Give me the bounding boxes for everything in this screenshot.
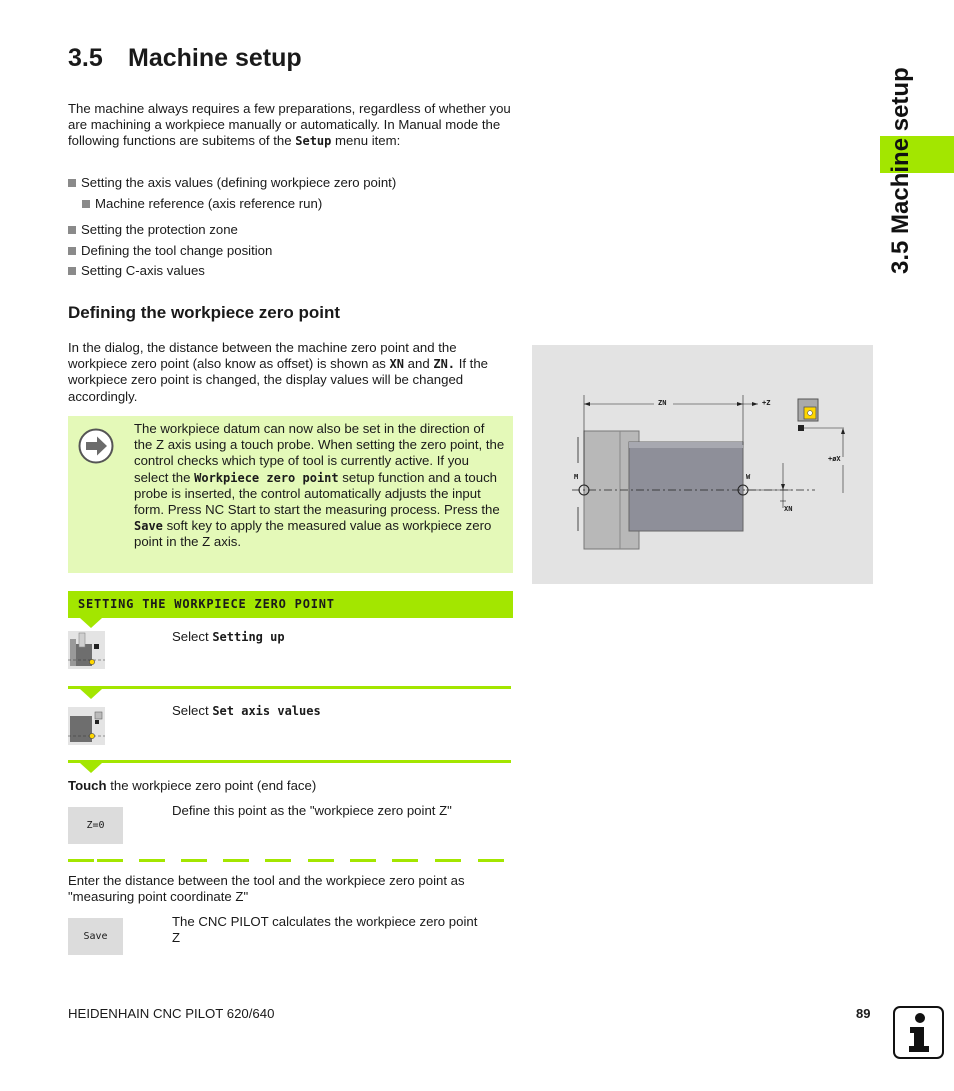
lathe-diagram bbox=[532, 345, 873, 584]
code-setting-up: Setting up bbox=[212, 630, 285, 644]
section-paragraph bbox=[68, 340, 513, 405]
select-word: Select bbox=[172, 703, 213, 718]
note-text-1: The workpiece datum can now also be set in the direction of the Z axis using a touch probe. When setting the zero point, the control checks which type of tool is currently active. If you select the bbox=[134, 421, 505, 485]
bullet-square-icon bbox=[68, 226, 76, 234]
bullet-square-icon bbox=[82, 200, 90, 208]
bullet-tool-change bbox=[68, 243, 272, 259]
note-code-workpiece-zero: Workpiece zero point bbox=[194, 470, 339, 485]
set-axis-values-icon[interactable] bbox=[68, 707, 105, 745]
touch-bold: Touch bbox=[68, 778, 107, 793]
code-set-axis-values: Set axis values bbox=[212, 704, 321, 718]
section-text-1: In the dialog, the distance between the machine zero point and the workpiece zero point (also know as offset) is shown as bbox=[68, 340, 457, 372]
dash-separator bbox=[392, 859, 418, 862]
step-select-setting-up bbox=[172, 629, 285, 645]
save-softkey[interactable]: Save bbox=[68, 918, 123, 955]
side-chapter-title: 3.5 Machine setup bbox=[887, 67, 914, 274]
heading-title: Machine setup bbox=[128, 44, 302, 72]
intro-paragraph bbox=[68, 101, 513, 150]
label-xn: XN bbox=[784, 505, 793, 513]
bullet-text: Setting the protection zone bbox=[81, 222, 238, 237]
note-box bbox=[68, 416, 513, 573]
note-code-save: Save bbox=[134, 519, 163, 534]
bullet-machine-reference bbox=[82, 196, 322, 212]
label-w: W bbox=[746, 473, 751, 481]
arrow-right-icon bbox=[78, 428, 114, 464]
triangle-down-icon bbox=[80, 618, 102, 628]
dash-separator bbox=[68, 859, 94, 862]
bullet-axis-values bbox=[68, 175, 396, 191]
touch-rest: the workpiece zero point (end face) bbox=[106, 778, 317, 793]
procedure-header-text: SETTING THE WORKPIECE ZERO POINT bbox=[78, 597, 335, 611]
footer-text: HEIDENHAIN CNC PILOT 620/640 bbox=[68, 1006, 275, 1021]
dash-separator bbox=[223, 859, 249, 862]
page-number: 89 bbox=[856, 1006, 871, 1021]
code-zn: ZN. bbox=[433, 357, 456, 372]
step-calculates: The CNC PILOT calculates the workpiece zero point Z bbox=[172, 914, 478, 946]
label-plus-z: +Z bbox=[762, 399, 771, 407]
intro-code-setup: Setup bbox=[295, 134, 332, 149]
bullet-c-axis bbox=[68, 263, 205, 279]
bullet-protection-zone bbox=[68, 222, 238, 238]
dash-separator bbox=[265, 859, 291, 862]
section-text-2: and bbox=[404, 356, 434, 372]
triangle-down-icon bbox=[80, 763, 102, 773]
section-heading: Defining the workpiece zero point bbox=[68, 303, 341, 322]
code-xn: XN bbox=[389, 357, 404, 372]
z-zero-softkey[interactable]: Z=0 bbox=[68, 807, 123, 844]
procedure-header bbox=[68, 591, 513, 618]
dash-separator bbox=[435, 859, 461, 862]
dash-separator bbox=[97, 859, 123, 862]
step-define-point: Define this point as the "workpiece zero point Z" bbox=[172, 803, 452, 818]
select-word: Select bbox=[172, 629, 213, 644]
setting-up-icon[interactable] bbox=[68, 631, 105, 669]
triangle-down-icon bbox=[80, 689, 102, 699]
touch-instruction bbox=[68, 778, 316, 793]
note-text-3: soft key to apply the measured value as workpiece zero point in the Z axis. bbox=[134, 518, 492, 550]
dash-separator bbox=[478, 859, 504, 862]
dash-separator bbox=[308, 859, 334, 862]
note-text-2: setup function and a touch probe is inserted, the control automatically adjusts the input form. Press NC Start to start the measuring process. Press the bbox=[134, 469, 500, 518]
bullet-square-icon bbox=[68, 179, 76, 187]
label-m: M bbox=[574, 473, 579, 481]
dash-separator bbox=[181, 859, 207, 862]
step-select-set-axis bbox=[172, 703, 321, 719]
bullet-text: Setting C-axis values bbox=[81, 263, 205, 278]
section-text-3: If the workpiece zero point is changed, the display values will be changed accordingly. bbox=[68, 356, 489, 404]
heading-number: 3.5 bbox=[68, 44, 103, 72]
intro-text-2: menu item: bbox=[331, 133, 401, 149]
intro-text-1: The machine always requires a few preparations, regardless of whether you are machining a workpiece manually or automatically. In Manual mode the following functions are subitems of the bbox=[68, 101, 511, 149]
zero-point-figure bbox=[532, 345, 873, 584]
enter-distance-text: Enter the distance between the tool and the workpiece zero point as "measuring point coordinate Z" bbox=[68, 873, 465, 905]
label-plus-x: +øX bbox=[828, 455, 841, 463]
bullet-text: Machine reference (axis reference run) bbox=[95, 196, 323, 211]
info-glyph bbox=[895, 1008, 942, 1057]
info-icon bbox=[893, 1006, 944, 1059]
bullet-square-icon bbox=[68, 267, 76, 275]
dash-separator bbox=[350, 859, 376, 862]
bullet-text: Defining the tool change position bbox=[81, 243, 273, 258]
page-heading bbox=[68, 44, 302, 73]
bullet-text: Setting the axis values (defining workpiece zero point) bbox=[81, 175, 397, 190]
note-text bbox=[134, 421, 506, 551]
step-divider bbox=[68, 760, 511, 763]
bullet-square-icon bbox=[68, 247, 76, 255]
dash-separator bbox=[139, 859, 165, 862]
step-divider bbox=[68, 686, 511, 689]
label-zn: ZN bbox=[658, 399, 667, 407]
